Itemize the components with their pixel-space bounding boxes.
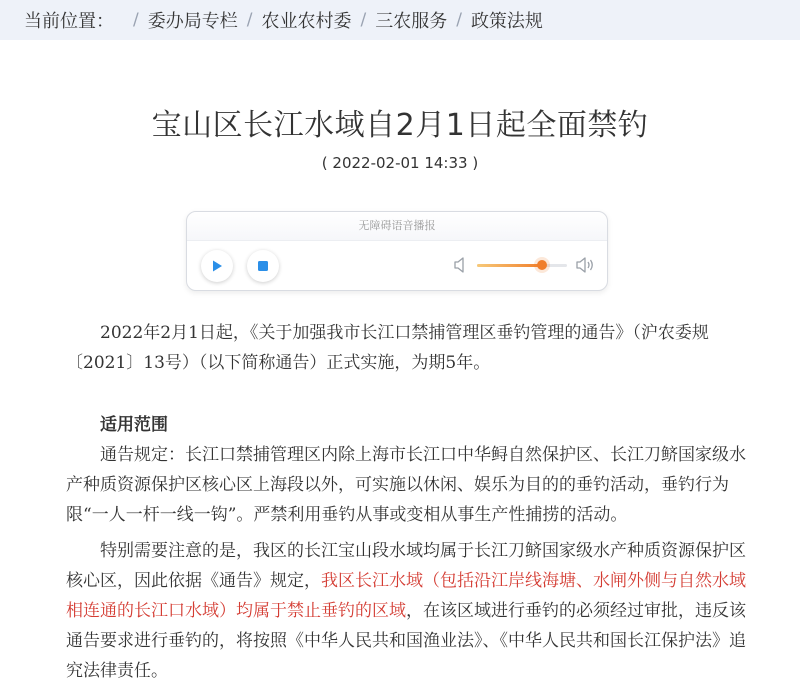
article-body bbox=[66, 318, 758, 686]
volume-slider-knob[interactable] bbox=[537, 260, 547, 270]
stop-button[interactable] bbox=[247, 250, 279, 282]
volume-low-icon[interactable] bbox=[453, 256, 469, 274]
audio-player-title: 无障碍语音播报 bbox=[187, 212, 607, 241]
paragraph-notice bbox=[66, 536, 758, 686]
play-button[interactable] bbox=[201, 250, 233, 282]
volume-slider[interactable] bbox=[477, 264, 567, 267]
breadcrumb-separator: / bbox=[133, 10, 139, 30]
article-date: ( 2022-02-01 14:33 ) bbox=[321, 154, 479, 172]
breadcrumb-separator: / bbox=[246, 10, 253, 30]
paragraph-intro: 2022年2月1日起，《关于加强我市长江口禁捕管理区垂钓管理的通告》（沪农委规〔2021〕13号）（以下简称通告）正式实施，为期5年。 bbox=[66, 323, 709, 373]
breadcrumb-separator: / bbox=[360, 10, 367, 30]
breadcrumb-label: 当前位置： bbox=[24, 11, 114, 32]
breadcrumb-item-bureau-column[interactable]: 委办局专栏 bbox=[147, 11, 238, 32]
breadcrumb-separator: / bbox=[456, 10, 462, 30]
stop-icon bbox=[257, 260, 269, 272]
breadcrumb-item-agriculture-committee[interactable]: 农业农村委 bbox=[261, 11, 352, 32]
breadcrumb-item-rural-services[interactable]: 三农服务 bbox=[375, 11, 448, 32]
volume-high-icon[interactable] bbox=[575, 256, 595, 274]
audio-player bbox=[186, 211, 608, 291]
paragraph-rules: 通告规定：长江口禁捕管理区内除上海市长江口中华鲟自然保护区、长江刀鲚国家级水产种质资源保护区核心区上海段以外，可实施以休闲、娱乐为目的的垂钓活动，垂钓行为限“一人一杆一线一钩”。严禁利用垂钓从事或变相从事生产性捕捞的活动。 bbox=[66, 445, 746, 525]
article-title: 宝山区长江水域自2月1日起全面禁钓 bbox=[151, 108, 649, 143]
play-icon bbox=[210, 259, 224, 273]
volume-slider-fill bbox=[477, 264, 542, 267]
breadcrumb bbox=[0, 0, 800, 40]
breadcrumb-item-policies[interactable]: 政策法规 bbox=[470, 11, 543, 32]
paragraph-notice-text-end: ，在该区域进行垂钓的必须经过审批，违反该通告要求进行垂钓的，将按照《中华人民共和国渔业法》、《中华人民共和国长江保护法》追究法律责任。 bbox=[66, 601, 746, 681]
section-heading-scope: 适用范围 bbox=[100, 415, 168, 435]
paragraph-notice-highlight: 我区长江水域（包括沿江岸线海塘、水闸外侧与自然水域相连通的长江口水域）均属于禁止垂钓的区域 bbox=[66, 571, 746, 621]
paragraph-notice-text: 特别需要注意的是，我区的长江宝山段水域均属于长江刀鲚国家级水产种质资源保护区核心区，因此依据《通告》规定， bbox=[66, 541, 746, 591]
